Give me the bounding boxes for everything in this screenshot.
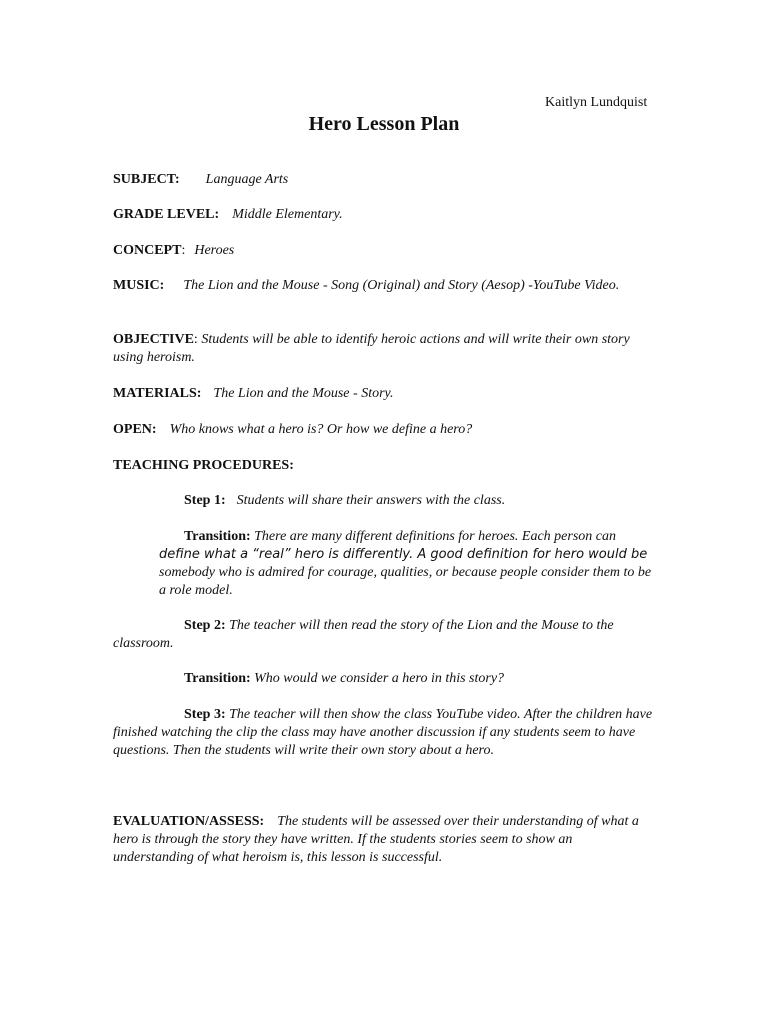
step-1-label: Step 1:: [184, 493, 226, 508]
teaching-procedures-heading: [113, 457, 658, 475]
step-2-label: Step 2:: [184, 618, 226, 633]
materials-value: The Lion and the Mouse - Story.: [213, 386, 394, 401]
open-line: [113, 421, 658, 439]
page-title: Hero Lesson Plan: [308, 113, 460, 135]
objective-line: [113, 331, 658, 367]
concept-value: Heroes: [194, 243, 235, 258]
transition-1-text-a: There are many different definitions for heroes. Each person can: [254, 529, 617, 544]
step-3-label: Step 3:: [184, 707, 226, 722]
grade-level-value: Middle Elementary.: [232, 207, 343, 222]
materials-line: [113, 385, 658, 403]
subject-line: [113, 171, 658, 189]
teaching-procedures-label: TEACHING PROCEDURES:: [113, 458, 294, 473]
concept-label: CONCEPT: [113, 243, 182, 258]
subject-label: SUBJECT:: [113, 172, 180, 187]
concept-colon: :: [181, 243, 186, 258]
music-line: [113, 277, 658, 295]
step-2-value: The teacher will then read the story of the Lion and the Mouse to the classroom.: [113, 618, 614, 651]
transition-1-text-handwritten: define what a “real” hero is differently. A good definition for hero would be: [159, 547, 648, 562]
step-2-line: [113, 617, 658, 653]
music-label: MUSIC:: [113, 278, 165, 293]
music-value: The Lion and the Mouse - Song (Original) and Story (Aesop) -YouTube Video.: [183, 278, 620, 293]
objective-label: OBJECTIVE: [113, 332, 194, 347]
subject-value: Language Arts: [205, 172, 289, 187]
evaluation-label: EVALUATION/ASSESS:: [113, 814, 265, 829]
transition-2-label: Transition:: [184, 671, 251, 686]
transition-1-block: [159, 528, 654, 600]
author-name: Kaitlyn Lundquist: [545, 95, 648, 110]
step-3-value: The teacher will then show the class YouTube video. After the children have finished watching the clip the class may have another discussion if any students seem to have questions. Then the students will write their own story about a hero.: [113, 707, 653, 758]
materials-label: MATERIALS:: [113, 386, 202, 401]
step-3-line: [113, 706, 658, 760]
evaluation-line: [113, 813, 653, 867]
open-label: OPEN:: [113, 422, 157, 437]
transition-1-text-b: somebody who is admired for courage, qualities, or because people consider them to be a role model.: [159, 565, 652, 598]
grade-level-label: GRADE LEVEL:: [113, 207, 220, 222]
step-1-value: Students will share their answers with the class.: [236, 493, 506, 508]
transition-2-value: Who would we consider a hero in this story?: [254, 671, 505, 686]
concept-line: [113, 242, 658, 260]
objective-colon: :: [193, 332, 198, 347]
grade-level-line: [113, 206, 658, 224]
objective-value: Students will be able to identify heroic actions and will write their own story using heroism.: [113, 332, 630, 365]
evaluation-value: The students will be assessed over their understanding of what a hero is through the story they have written. If the students stories seem to show an understanding of what heroism is, this lesson is successful.: [113, 814, 639, 865]
open-value: Who knows what a hero is? Or how we define a hero?: [169, 422, 473, 437]
step-1-line: [184, 492, 664, 510]
transition-1-label: Transition:: [184, 529, 251, 544]
transition-2-line: [184, 670, 664, 688]
